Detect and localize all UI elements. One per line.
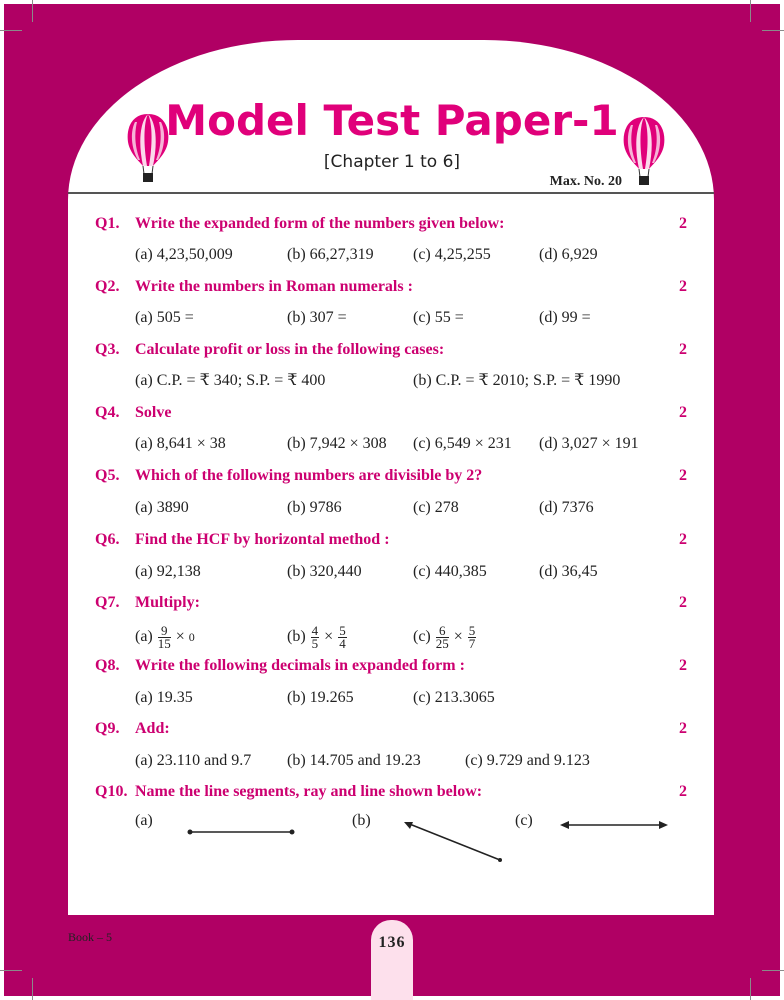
option-b: (b) 19.265 [287, 689, 354, 706]
question-number: Q1. [95, 215, 120, 232]
option-b: (b) 14.705 and 19.23 [287, 752, 421, 769]
option-a: (a) 23.110 and 9.7 [135, 752, 252, 769]
option-a: (a) [135, 812, 153, 829]
option-c: (c) 4,25,255 [413, 246, 491, 263]
question-number: Q5. [95, 467, 120, 484]
question-text: Name the line segments, ray and line shown below: [135, 783, 483, 800]
page-number: 136 [378, 934, 406, 951]
question-marks: 2 [679, 404, 687, 421]
option-c: (c) 6,549 × 231 [413, 435, 512, 452]
option-c: (c) 440,385 [413, 563, 487, 580]
numerator: 9 [158, 625, 171, 638]
question-marks: 2 [679, 783, 687, 800]
question-marks: 2 [679, 467, 687, 484]
question-marks: 2 [679, 341, 687, 358]
question-text: Calculate profit or loss in the following cases: [135, 341, 445, 358]
denominator: 7 [468, 635, 476, 651]
max-marks: Max. No. 20 [549, 174, 622, 189]
option-b: (b) 7,942 × 308 [287, 435, 387, 452]
option-c: (c) [515, 812, 533, 829]
question-text: Which of the following numbers are divisible by 2? [135, 467, 483, 484]
option-d: (d) 6,929 [539, 246, 598, 263]
option-c: (c) 278 [413, 499, 459, 516]
question-text: Write the numbers in Roman numerals : [135, 278, 413, 295]
question-number: Q2. [95, 278, 120, 295]
option-a: (a) 3890 [135, 499, 189, 516]
option-label: (b) [287, 628, 306, 645]
question-number: Q9. [95, 720, 120, 737]
multiply-sign: × [324, 628, 334, 645]
numerator: 5 [339, 622, 346, 638]
option-c: (c) 213.3065 [413, 689, 495, 706]
option-b: (b) [352, 812, 371, 829]
question-marks: 2 [679, 531, 687, 548]
line-figure [560, 821, 668, 829]
denominator: 4 [339, 635, 346, 651]
option-b: (b) 66,27,319 [287, 246, 374, 263]
question-text: Solve [135, 404, 172, 421]
option-d: (d) 7376 [539, 499, 594, 516]
option-c: (c) 9.729 and 9.123 [465, 752, 590, 769]
numerator: 4 [311, 622, 319, 638]
numerator: 6 [436, 625, 449, 638]
question-text: Write the expanded form of the numbers given below: [135, 215, 505, 232]
option-a: (a) 4,23,50,009 [135, 246, 233, 263]
option-c: (c) 55 = [413, 309, 464, 326]
option-d: (d) 36,45 [539, 563, 598, 580]
question-number: Q4. [95, 404, 120, 421]
question-text: Multiply: [135, 594, 200, 611]
option-label: (a) [135, 628, 153, 645]
question-marks: 2 [679, 278, 687, 295]
question-number: Q3. [95, 341, 120, 358]
book-label: Book – 5 [68, 930, 113, 944]
numerator: 5 [468, 622, 476, 638]
question-text: Add: [135, 720, 170, 737]
question-text: Write the following decimals in expanded form : [135, 657, 465, 674]
denominator: 25 [435, 635, 449, 651]
operand: 0 [188, 630, 195, 644]
page-number-tab [371, 920, 413, 1000]
question-marks: 2 [679, 720, 687, 737]
option-b: (b) 320,440 [287, 563, 362, 580]
multiply-sign: × [453, 628, 463, 645]
option-b: (b) 307 = [287, 309, 347, 326]
multiply-sign: × [175, 628, 185, 645]
question-marks: 2 [679, 594, 687, 611]
option-a: (a) C.P. = ₹ 340; S.P. = ₹ 400 [135, 372, 326, 389]
question-marks: 2 [679, 215, 687, 232]
option-a: (a) 92,138 [135, 563, 201, 580]
question-number: Q8. [95, 657, 120, 674]
option-a: (a) 19.35 [135, 689, 193, 706]
question-text: Find the HCF by horizontal method : [135, 531, 390, 548]
ray-figure [404, 822, 502, 862]
question-number: Q6. [95, 531, 120, 548]
question-number: Q7. [95, 594, 120, 611]
option-a: (a) 8,641 × 38 [135, 435, 226, 452]
option-d: (d) 99 = [539, 309, 591, 326]
denominator: 5 [311, 635, 319, 651]
option-a: (a) 505 = [135, 309, 194, 326]
page-title: Model Test Paper-1 [165, 96, 619, 145]
question-number: Q10. [95, 783, 128, 800]
option-b: (b) 9786 [287, 499, 342, 516]
question-marks: 2 [679, 657, 687, 674]
line-segment-figure [188, 830, 295, 835]
option-b: (b) C.P. = ₹ 2010; S.P. = ₹ 1990 [413, 372, 621, 389]
denominator: 15 [157, 635, 171, 651]
option-label: (c) [413, 628, 431, 645]
option-d: (d) 3,027 × 191 [539, 435, 639, 452]
chapter-range: [Chapter 1 to 6] [323, 152, 461, 172]
